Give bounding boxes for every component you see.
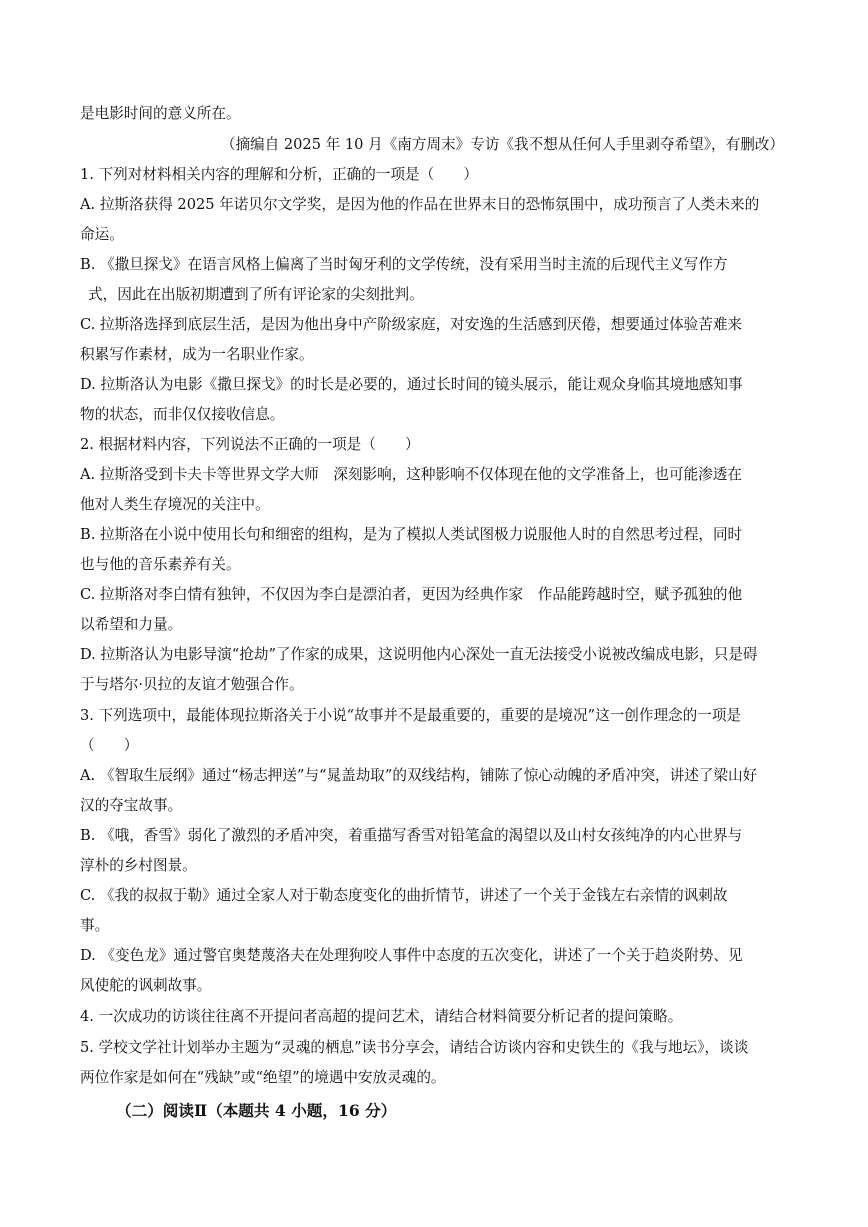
question-2-stem: 2. 根据材料内容，下列说法不正确的一项是（ ） [80, 436, 420, 453]
question-2-option-a-cont: 他对人类生存境况的关注中。 [80, 496, 270, 513]
question-3-stem: 3. 下列选项中，最能体现拉斯洛关于小说“故事并不是最重要的，重要的是境况”这一创作理念的一项是 [80, 707, 742, 724]
question-3-option-c: C. 《我的叔叔于勒》通过全家人对于勒态度变化的曲折情节，讲述了一个关于金钱左右亲情的讽刺故 [80, 887, 728, 904]
question-3-option-a-cont: 汉的夺宝故事。 [80, 797, 183, 814]
section-heading-reading-2: （二）阅读Ⅱ（本题共 4 小题，16 分） [116, 1101, 397, 1120]
question-2-option-d-cont: 于与塔尔·贝拉的友谊才勉强合作。 [80, 676, 304, 693]
question-5-stem: 5. 学校文学社计划举办主题为“灵魂的栖息”读书分享会，请结合访谈内容和史铁生的《我与地坛》，谈谈 [80, 1039, 749, 1056]
question-1-option-c: C. 拉斯洛选择到底层生活，是因为他出身中产阶级家庭，对安逸的生活感到厌倦，想要通过体验苦难来 [80, 316, 743, 333]
question-2-option-d: D. 拉斯洛认为电影导演“抢劫”了作家的成果，这说明他内心深处一直无法接受小说被改编成电影，只是碍 [80, 646, 758, 663]
question-2-option-c: C. 拉斯洛对李白情有独钟，不仅因为李白是漂泊者，更因为经典作家 作品能跨越时空，赋予孤独的他 [80, 586, 743, 603]
question-3-option-d-cont: 风使舵的讽刺故事。 [80, 977, 212, 994]
question-1-stem: 1. 下列对材料相关内容的理解和分析，正确的一项是（ ） [80, 166, 479, 183]
question-1-option-d: D. 拉斯洛认为电影《撒旦探戈》的时长是必要的，通过长时间的镜头展示，能让观众身临其境地感知事 [80, 376, 743, 393]
question-3-option-d: D. 《变色龙》通过警官奥楚蔑洛夫在处理狗咬人事件中态度的五次变化，讲述了一个关于趋炎附势、见 [80, 947, 743, 964]
question-3-option-a: A. 《智取生辰纲》通过“杨志押送”与“晁盖劫取”的双线结构，铺陈了惊心动魄的矛盾冲突，讲述了梁山好 [80, 767, 758, 784]
question-4-stem: 4. 一次成功的访谈往往离不开提问者高超的提问艺术，请结合材料简要分析记者的提问策略。 [80, 1008, 683, 1025]
question-1-option-c-cont: 积累写作素材，成为一名职业作家。 [80, 346, 314, 363]
question-5-stem-cont: 两位作家是如何在“残缺”或“绝望”的境遇中安放灵魂的。 [80, 1069, 446, 1086]
question-2-option-c-cont: 以希望和力量。 [80, 616, 183, 633]
question-1-option-b-cont: 式，因此在出版初期遭到了所有评论家的尖刻批判。 [88, 286, 424, 303]
question-2-option-a: A. 拉斯洛受到卡夫卡等世界文学大师 深刻影响，这种影响不仅体现在他的文学准备上，也可能渗透在 [80, 466, 742, 483]
question-2-option-b-cont: 也与他的音乐素养有关。 [80, 556, 241, 573]
question-3-option-b: B. 《哦，香雪》弱化了激烈的矛盾冲突，着重描写香雪对铅笔盒的渴望以及山村女孩纯净的内心世界与 [80, 827, 743, 844]
question-3-stem-cont: （ ） [80, 737, 139, 754]
question-1-option-a-cont: 命运。 [80, 226, 124, 243]
question-1-option-d-cont: 物的状态，而非仅仅接收信息。 [80, 406, 285, 423]
source-citation: （摘编自 2025 年 10 月《南方周末》专访《我不想从任何人手里剥夺希望》，有删改） [220, 136, 784, 153]
passage-closing-line: 是电影时间的意义所在。 [80, 105, 241, 122]
question-1-option-a: A. 拉斯洛获得 2025 年诺贝尔文学奖，是因为他的作品在世界末日的恐怖氛围中，成功预言了人类未来的 [80, 196, 760, 213]
question-3-option-b-cont: 淳朴的乡村图景。 [80, 857, 197, 874]
question-2-option-b: B. 拉斯洛在小说中使用长句和细密的组构，是为了模拟人类试图极力说服他人时的自然思考过程，同时 [80, 526, 743, 543]
question-3-option-c-cont: 事。 [80, 917, 110, 934]
question-1-option-b: B. 《撒旦探戈》在语言风格上偏离了当时匈牙利的文学传统，没有采用当时主流的后现代主义写作方 [80, 256, 728, 273]
